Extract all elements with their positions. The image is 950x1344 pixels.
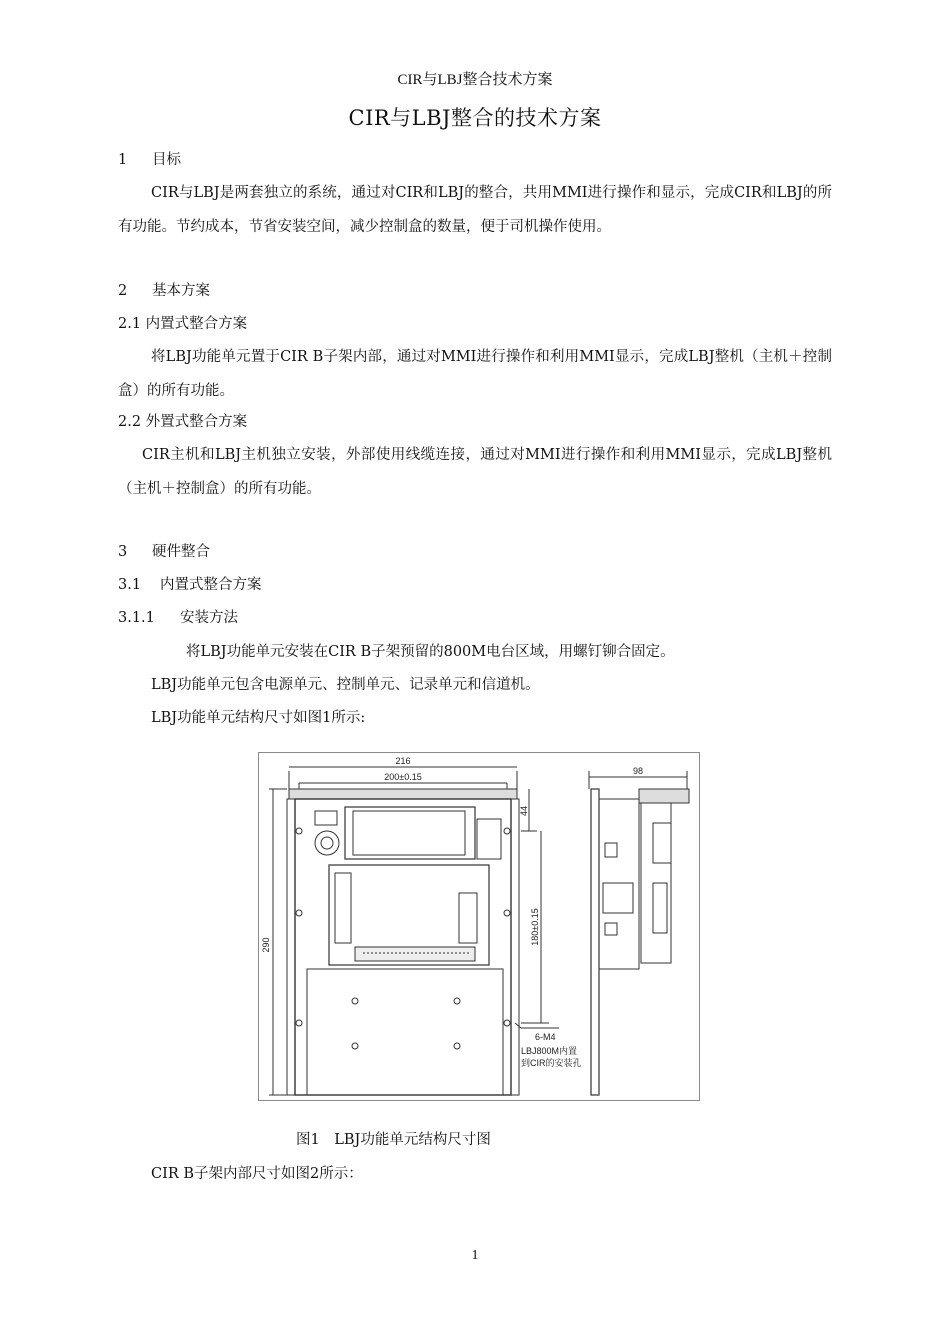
dim-height: 290 xyxy=(261,937,271,953)
subsection-2-2-paragraph: CIR主机和LBJ主机独立安装，外部使用线缆连接，通过对MMI进行操作和利用MMI显示，完成LBJ整机（主机＋控制盒）的所有功能。 xyxy=(118,447,832,497)
subsection-3-1-heading xyxy=(118,569,262,602)
dim-width-outer: 216 xyxy=(395,756,411,766)
dim-width-inner: 200±0.15 xyxy=(384,772,422,782)
subsection-2-2-heading: 2.2 外置式整合方案 xyxy=(118,414,248,430)
subsection-number: 3.1 xyxy=(118,577,142,593)
figure-1-drawing xyxy=(258,752,700,1101)
section-1-paragraph: CIR与LBJ是两套独立的系统，通过对CIR和LBJ的整合，共用MMI进行操作和显示，完成CIR和LBJ的所有功能。节约成本，节省安装空间，减少控制盒的数量，便于司机操作使用。 xyxy=(118,185,832,235)
section-title: 基本方案 xyxy=(152,283,210,299)
doc-title: CIR与LBJ整合的技术方案 xyxy=(348,106,602,130)
lbj-unit-drawing xyxy=(259,753,699,1100)
dim-depth: 98 xyxy=(632,766,644,776)
section-3-heading xyxy=(118,536,210,569)
subsection-2-1-paragraph: 将LBJ功能单元置于CIR B子架内部，通过对MMI进行操作和利用MMI显示，完成LBJ整机（主机＋控制盒）的所有功能。 xyxy=(118,349,832,399)
dim-hole-pitch: 180±0.15 xyxy=(530,908,540,946)
page-header: CIR与LBJ整合技术方案 xyxy=(397,72,553,88)
unit-composition-paragraph: LBJ功能单元包含电源单元、控制单元、记录单元和信道机。 xyxy=(151,677,540,693)
figure-intro-paragraph: LBJ功能单元结构尺寸如图1所示: xyxy=(151,710,366,726)
note-line-2: 到CIR的安装孔 xyxy=(521,1058,582,1068)
dim-holes: 6-M4 xyxy=(535,1032,556,1042)
section-title: 硬件整合 xyxy=(152,544,210,560)
figure-1-caption: 图1 LBJ功能单元结构尺寸图 xyxy=(296,1132,491,1148)
subsection-title: 内置式整合方案 xyxy=(160,577,262,593)
figure-2-intro-paragraph: CIR B子架内部尺寸如图2所示： xyxy=(151,1166,363,1182)
section-1-heading xyxy=(118,144,181,177)
page-number: 1 xyxy=(471,1248,479,1263)
subsection-2-1-heading: 2.1 内置式整合方案 xyxy=(118,316,248,332)
dim-top-offset: 44 xyxy=(519,805,529,817)
section-number: 2 xyxy=(118,283,128,299)
install-method-paragraph: 将LBJ功能单元安装在CIR B子架预留的800M电台区域，用螺钉铆合固定。 xyxy=(186,644,675,660)
subsection-title: 安装方法 xyxy=(180,610,238,626)
section-number: 1 xyxy=(118,152,128,168)
subsection-number: 3.1.1 xyxy=(118,610,155,626)
section-2-heading xyxy=(118,275,210,308)
note-line-1: LBJ800M内置 xyxy=(521,1046,578,1056)
section-number: 3 xyxy=(118,544,128,560)
subsection-3-1-1-heading xyxy=(118,602,238,635)
section-title: 目标 xyxy=(152,152,181,168)
